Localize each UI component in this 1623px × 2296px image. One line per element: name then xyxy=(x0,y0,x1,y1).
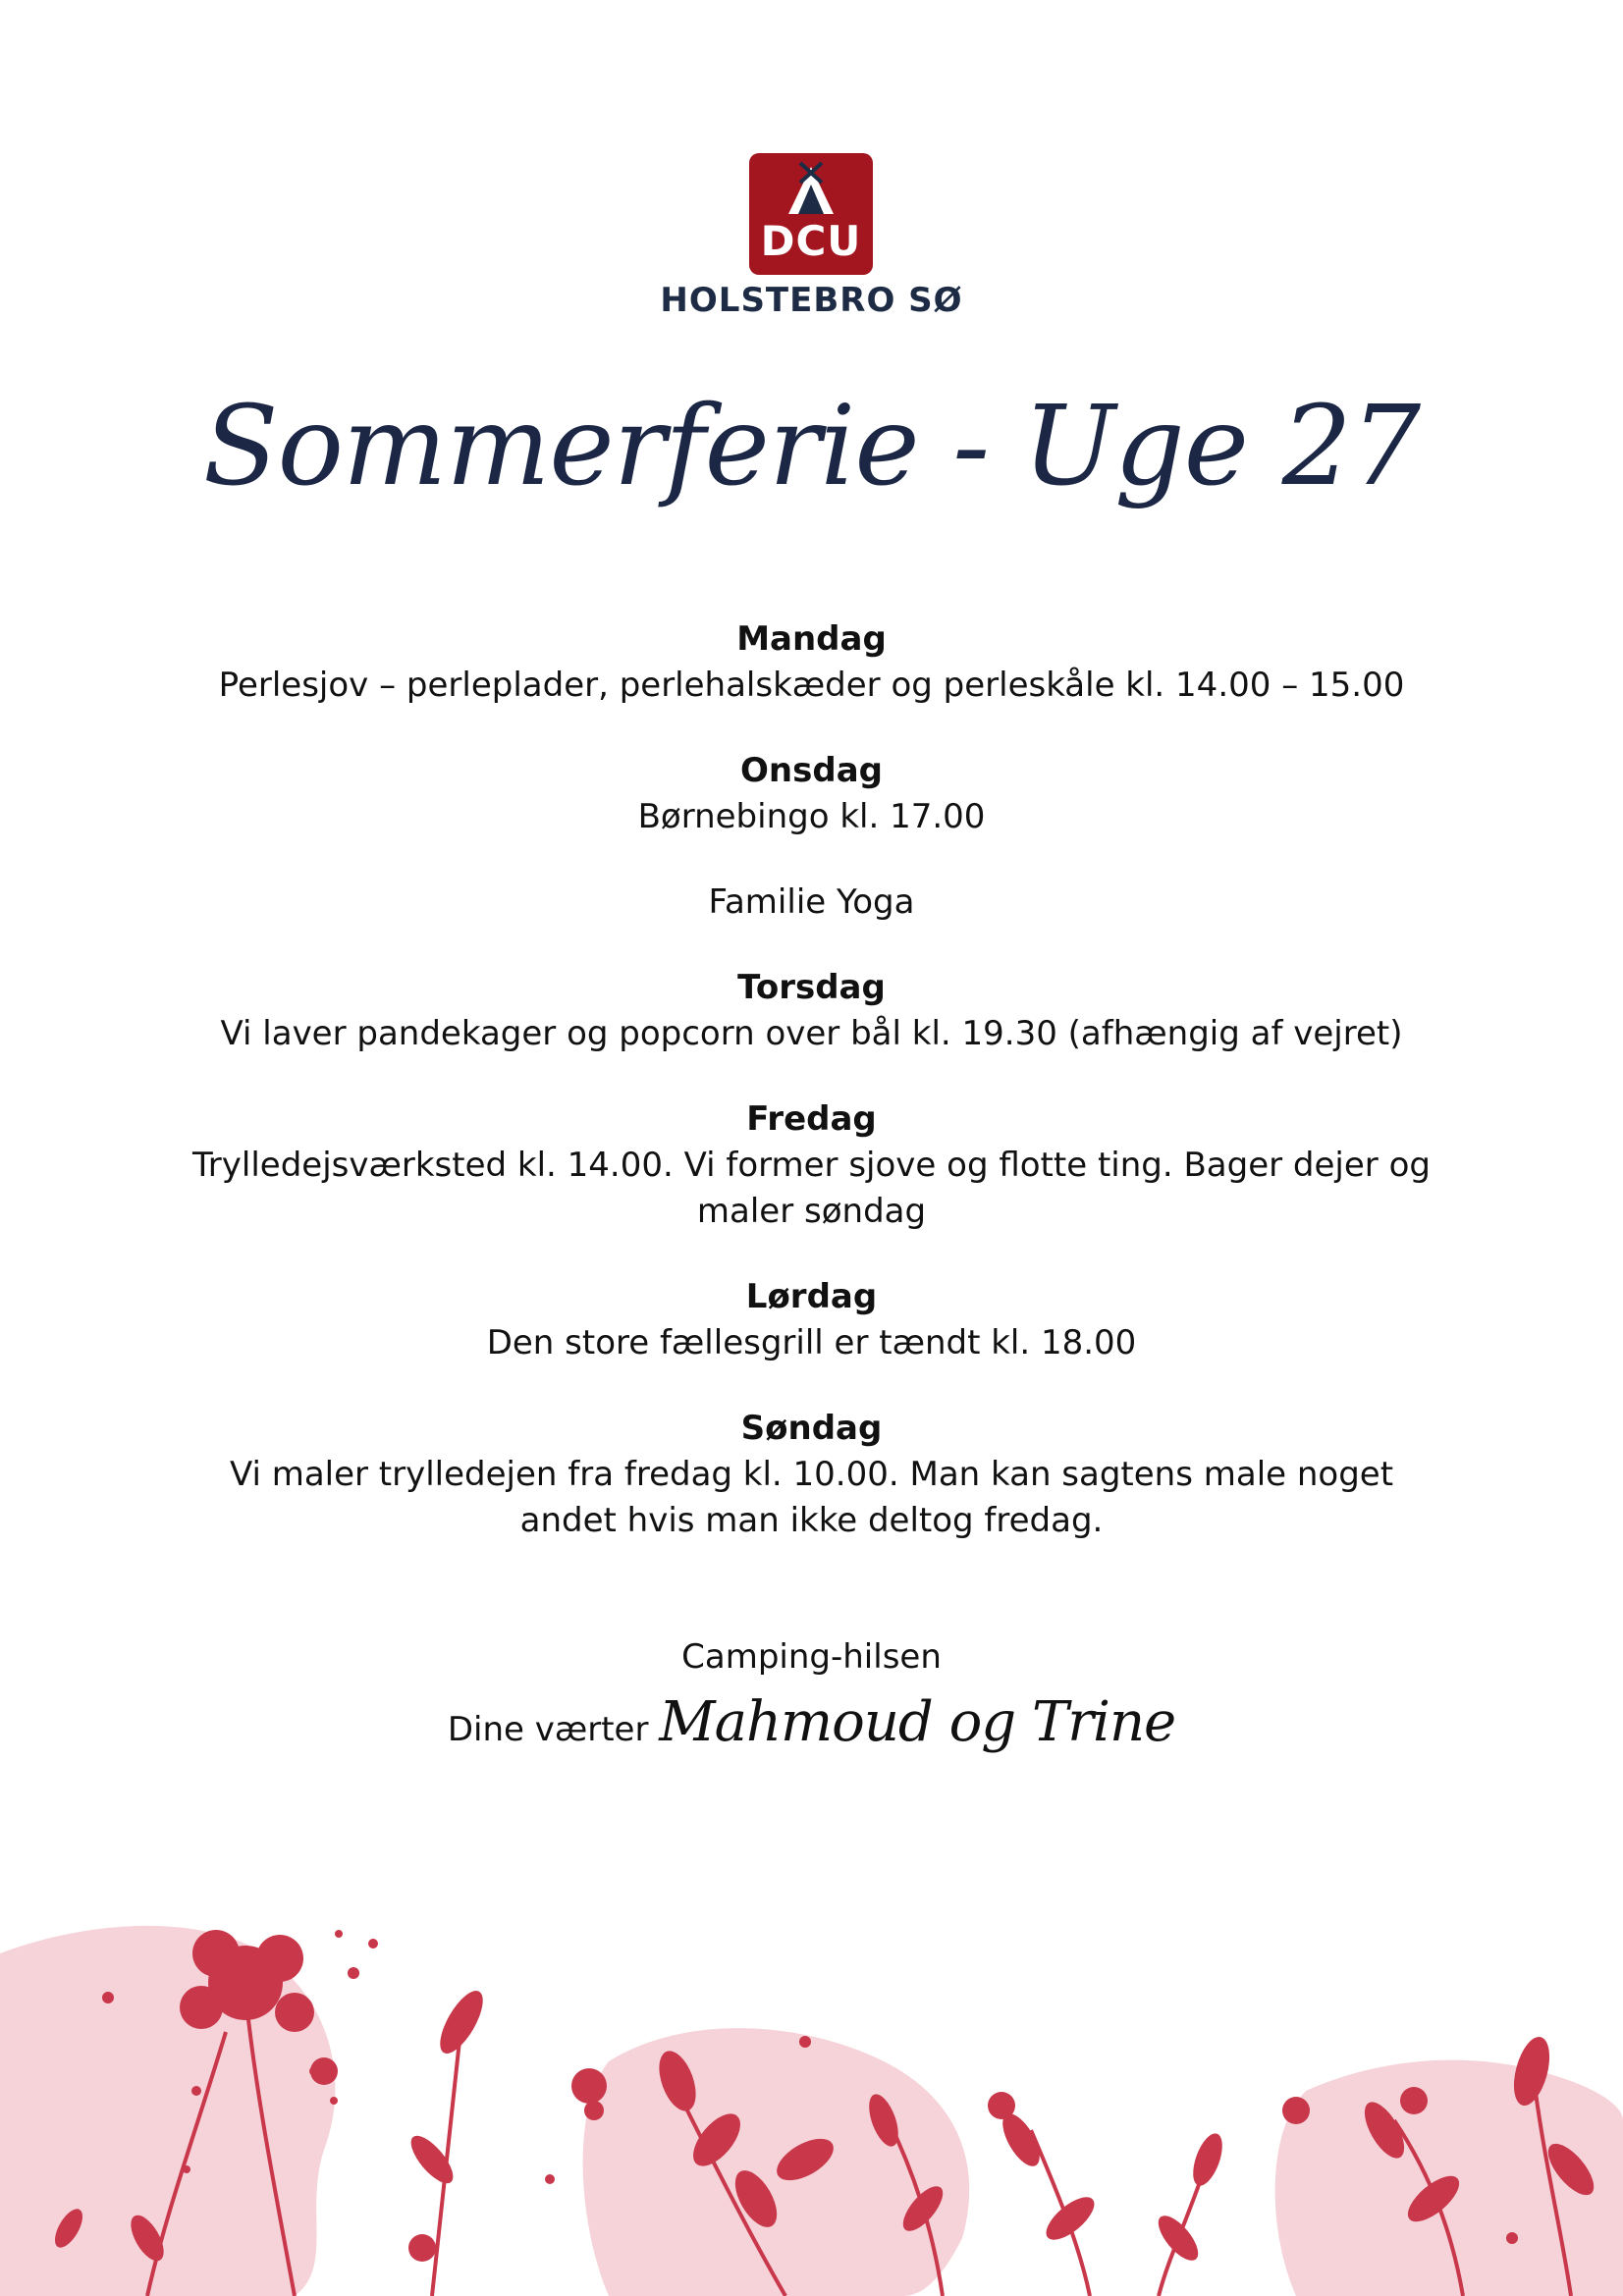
day-onsdag xyxy=(118,748,1505,926)
blush-shape-center xyxy=(583,2028,970,2296)
logo-text: DCU xyxy=(760,217,862,265)
day-activity: Trylledejsværksted kl. 14.00. Vi former sjove og flotte ting. Bager dejer og xyxy=(192,1146,1431,1185)
day-name: Onsdag xyxy=(740,751,883,790)
day-soendag xyxy=(118,1406,1505,1544)
brand-name: HOLSTEBRO SØ xyxy=(660,281,963,320)
day-name: Torsdag xyxy=(737,968,886,1007)
day-activity: Børnebingo kl. 17.00 xyxy=(637,797,986,836)
day-mandag xyxy=(118,616,1505,709)
page-title: Sommerferie - Uge 27 xyxy=(202,383,1421,510)
hosts-signature: Mahmoud og Trine xyxy=(659,1690,1176,1754)
day-fredag xyxy=(118,1096,1505,1235)
hosts-prefix: Dine værter xyxy=(447,1710,649,1749)
day-activity-continued: maler søndag xyxy=(696,1192,927,1231)
day-loerdag xyxy=(118,1274,1505,1366)
day-name: Mandag xyxy=(736,619,887,659)
day-activity: Vi maler trylledejen fra fredag kl. 10.00. Man kan sagtens male noget xyxy=(229,1455,1394,1494)
day-activity-continued: andet hvis man ikke deltog fredag. xyxy=(519,1501,1104,1540)
day-activity: Perlesjov – perleplader, perlehalskæder og perleskåle kl. 14.00 – 15.00 xyxy=(218,666,1405,705)
day-activity-extra: Familie Yoga xyxy=(708,882,915,922)
dcu-logo xyxy=(749,153,873,275)
schedule xyxy=(118,616,1505,1544)
day-name: Lørdag xyxy=(745,1277,878,1316)
hosts-line xyxy=(0,1688,1623,1764)
day-torsdag xyxy=(118,965,1505,1057)
day-name: Fredag xyxy=(746,1099,877,1139)
day-activity: Vi laver pandekager og popcorn over bål kl. 19.30 (afhængig af vejret) xyxy=(220,1014,1403,1053)
closing-greeting: Camping-hilsen xyxy=(681,1637,942,1677)
day-activity: Den store fællesgrill er tændt kl. 18.00 xyxy=(486,1323,1137,1362)
day-name: Søndag xyxy=(740,1409,883,1448)
floral-decoration xyxy=(0,1914,1623,2296)
